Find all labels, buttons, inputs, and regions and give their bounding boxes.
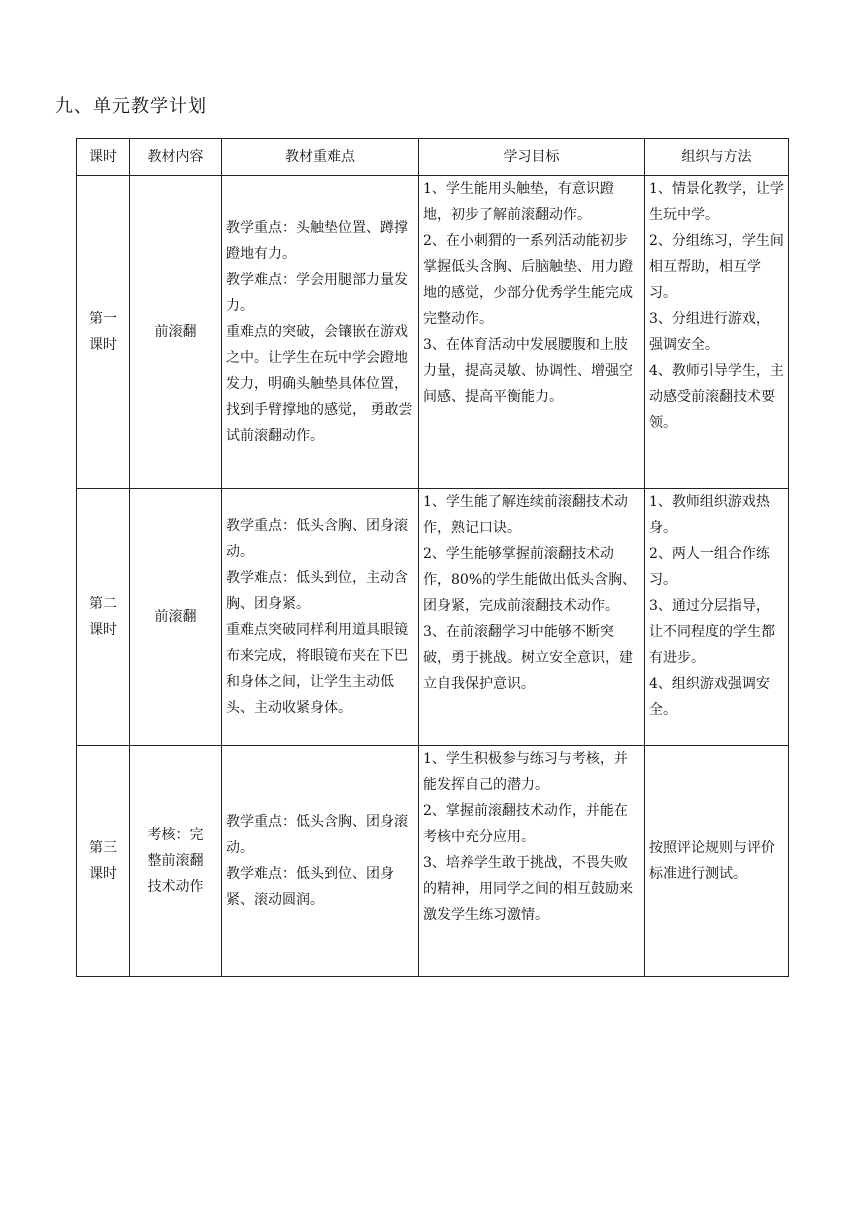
- method-text: 3、分组进行游戏， 强调安全。: [649, 311, 770, 353]
- unit-teaching-plan-table: [76, 138, 789, 977]
- method-text: 3、通过分层指导， 让不同程度的学生都有进步。: [649, 598, 775, 666]
- keypoint-text: 教学重点：低头含胸、团身滚动。: [226, 518, 408, 560]
- methods-cell: [645, 489, 789, 746]
- keypoint-text: 教学难点：学会用腿部力量发力。: [226, 272, 408, 314]
- header-methods: 组织与方法: [645, 139, 789, 176]
- keypoint-text: 重难点突破同样利用道具眼镜布来完成，将眼镜布夹在下巴和身体之间，让学生主动低头、主动收紧身体。: [226, 622, 408, 716]
- header-keypoints: 教材重难点: [222, 139, 419, 176]
- section-title: 九、单元教学计划: [55, 96, 207, 117]
- keypoints-cell: [222, 489, 419, 746]
- table-row: [77, 489, 789, 746]
- keypoint-text: 教学重点：头触垫位置、蹲撑蹬地有力。: [226, 220, 408, 262]
- period-cell: [77, 176, 130, 489]
- period-line: 第二: [89, 596, 117, 612]
- period-cell: [77, 489, 130, 746]
- goal-text: 3、在前滚翻学习中能够不断突破，勇于挑战。树立安全意识，建立自我保护意识。: [423, 624, 633, 692]
- content-line: 整前滚翻: [147, 853, 204, 869]
- goal-text: 1、学生能了解连续前滚翻技术动作，熟记口诀。: [423, 494, 628, 536]
- method-text: 4、教师引导学生，主动感受前滚翻技术要领。: [649, 363, 784, 431]
- goal-text: 2、在小刺猬的一系列活动能初步掌握低头含胸、后脑触垫、用力蹬地的感觉，少部分优秀学生能完成完整动作。: [423, 233, 633, 327]
- content-cell: [130, 746, 222, 977]
- keypoints-cell: [222, 746, 419, 977]
- header-content: 教材内容: [130, 139, 222, 176]
- table-row: [77, 746, 789, 977]
- period-line: 课时: [89, 866, 117, 882]
- goal-text: 1、学生能用头触垫，有意识蹬地，初步了解前滚翻动作。: [423, 181, 614, 223]
- method-text: 1、教师组织游戏热身。: [649, 494, 770, 536]
- keypoints-cell: [222, 176, 419, 489]
- header-goals: 学习目标: [419, 139, 645, 176]
- goal-text: 3、培养学生敢于挑战，不畏失败的精神，用同学之间的相互鼓励来激发学生练习激情。: [423, 855, 633, 923]
- method-text: 1、情景化教学，让学生玩中学。: [649, 181, 784, 223]
- content-cell: [130, 176, 222, 489]
- method-text: 2、两人一组合作练习。: [649, 546, 770, 588]
- goal-text: 2、掌握前滚翻技术动作，并能在考核中充分应用。: [423, 803, 628, 845]
- content-line: 考核：完: [147, 827, 204, 843]
- content-line: 技术动作: [147, 879, 204, 895]
- keypoint-text: 教学重点：低头含胸、团身滚动。: [226, 814, 408, 856]
- methods-cell: [645, 176, 789, 489]
- goal-text: 1、学生积极参与练习与考核，并能发挥自己的潜力。: [423, 751, 628, 793]
- goals-cell: [419, 489, 645, 746]
- keypoint-text: 重难点的突破，会镶嵌在游戏之中。让学生在玩中学会蹬地发力，明确头触垫具体位置，找到手臂撑地的感觉， 勇敢尝试前滚翻动作。: [226, 324, 413, 444]
- method-text: 按照评论规则与评价标准进行测试。: [649, 840, 775, 882]
- keypoint-text: 教学难点：低头到位，主动含胸、团身紧。: [226, 570, 408, 612]
- header-period: 课时: [77, 139, 130, 176]
- goal-text: 2、学生能够掌握前滚翻技术动作，80%的学生能做出低头含胸、团身紧，完成前滚翻技术动作。: [423, 546, 637, 614]
- period-line: 第一: [89, 311, 117, 327]
- content-cell: [130, 489, 222, 746]
- keypoint-text: 教学难点：低头到位、团身紧、滚动圆润。: [226, 866, 394, 908]
- period-cell: [77, 746, 130, 977]
- table-row: [77, 176, 789, 489]
- methods-cell: [645, 746, 789, 977]
- content-line: 前滚翻: [154, 609, 197, 625]
- goals-cell: [419, 746, 645, 977]
- method-text: 4、组织游戏强调安全。: [649, 676, 770, 718]
- goals-cell: [419, 176, 645, 489]
- method-text: 2、分组练习，学生间相互帮助，相互学习。: [649, 233, 784, 301]
- period-line: 课时: [89, 622, 117, 638]
- period-line: 课时: [89, 337, 117, 353]
- content-line: 前滚翻: [154, 324, 197, 340]
- period-line: 第三: [89, 840, 117, 856]
- goal-text: 3、在体育活动中发展腰腹和上肢力量，提高灵敏、协调性、增强空间感、提高平衡能力。: [423, 337, 633, 405]
- table-header-row: [77, 139, 789, 176]
